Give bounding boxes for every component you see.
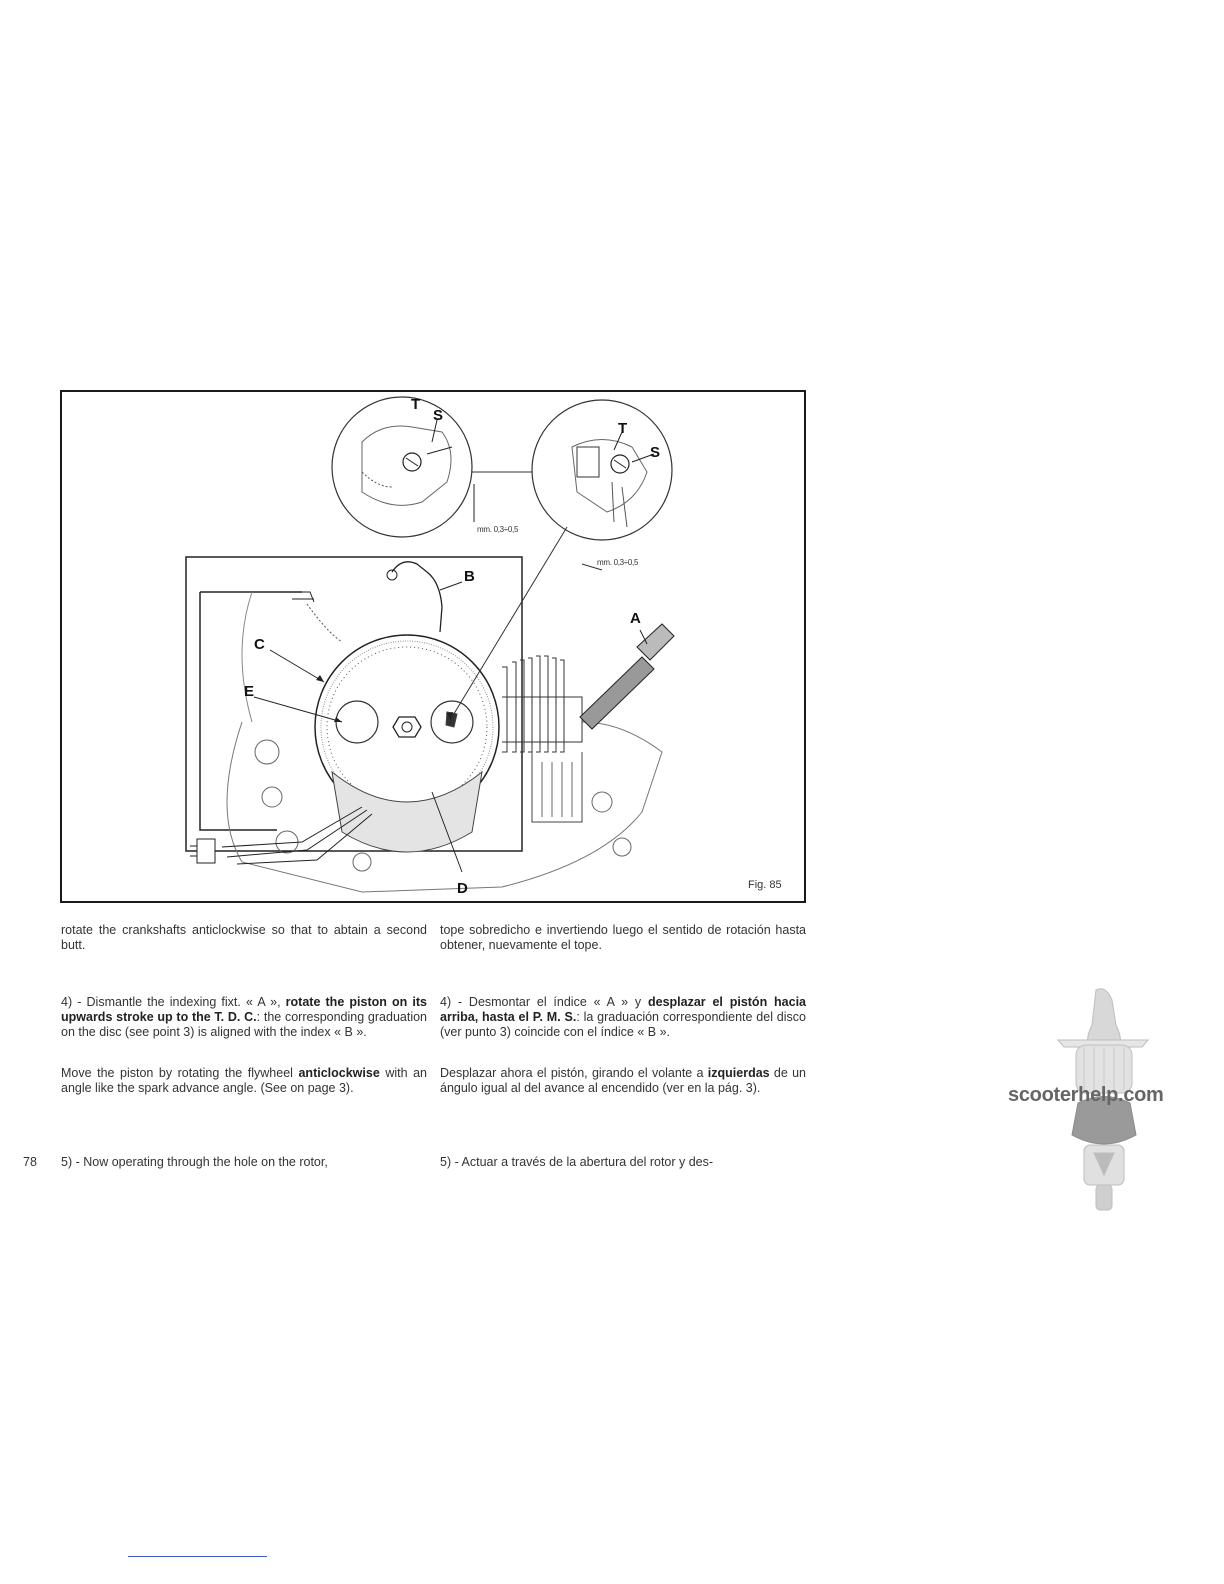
label-s-detail-1: S: [433, 407, 444, 424]
label-t-detail-2: T: [618, 420, 628, 437]
en-paragraph-4: 5) - Now operating through the hole on the rotor,: [61, 1155, 328, 1169]
es-p2-bold: desplazar el pistón hacia arriba, hasta el P. M. S.: [440, 995, 806, 1024]
english-step-5: [61, 1155, 427, 1170]
label-b: B: [464, 568, 475, 585]
es-paragraph-4: 5) - Actuar a través de la abertura del rotor y des-: [440, 1155, 714, 1169]
scooterhelp-watermark: [1008, 985, 1204, 1215]
label-s-detail-2: S: [650, 444, 661, 461]
english-step-4: [61, 995, 427, 1040]
en-p3-text: Move the piston by rotating the flywheel: [61, 1066, 299, 1080]
spanish-move-piston: [440, 1066, 806, 1096]
es-p3-text-end: de un ángulo igual al del avance al encendido (ver en la pág. 3).: [440, 1066, 806, 1095]
english-column: [61, 923, 427, 953]
label-t-detail-1: T: [411, 396, 421, 413]
label-c: C: [254, 636, 265, 653]
en-p2-text-end: : the corresponding graduation on the disc (see point 3) is aligned with the index « B ».: [61, 1010, 427, 1039]
es-p2-text: 4) - Desmontar el índice « A » y: [440, 995, 648, 1009]
engine-timing-illustration: [62, 392, 808, 905]
es-paragraph-3: [440, 1066, 806, 1096]
es-paragraph-1: tope sobredicho e invertiendo luego el sentido de rotación hasta obtener, nuevamente el tope.: [440, 923, 806, 952]
en-paragraph-1: rotate the crankshafts anticlockwise so that to abtain a second butt.: [61, 923, 427, 952]
footer-rule: [128, 1556, 267, 1557]
es-p3-text: Desplazar ahora el pistón, girando el volante a: [440, 1066, 708, 1080]
figure-caption: Fig. 85: [748, 879, 782, 891]
spanish-step-4: [440, 995, 806, 1040]
label-a: A: [630, 610, 641, 627]
label-d: D: [457, 880, 468, 897]
label-e: E: [244, 683, 255, 700]
en-p2-bold: rotate the piston on its upwards stroke up to the T. D. C.: [61, 995, 427, 1024]
watermark-text: scooterhelp.com: [1008, 1084, 1164, 1106]
page-number: 78: [23, 1155, 37, 1169]
en-paragraph-3: [61, 1066, 427, 1096]
es-p3-bold: izquierdas: [707, 1066, 770, 1080]
en-p3-bold: anticlockwise: [298, 1066, 380, 1080]
english-move-piston: [61, 1066, 427, 1096]
en-paragraph-2: [61, 995, 427, 1040]
spanish-column: [440, 923, 806, 953]
figure-85: [60, 390, 806, 903]
es-p2-text-end: : la graduación correspondiente del disco (ver punto 3) coincide con el índice « B ».: [440, 1010, 806, 1039]
en-p2-text: 4) - Dismantle the indexing fixt. « A »,: [61, 995, 286, 1009]
en-p3-text-end: with an angle like the spark advance angle. (See on page 3).: [61, 1066, 427, 1095]
gap-measure-1: mm. 0,3÷0,5: [477, 525, 519, 534]
spanish-step-5: [440, 1155, 806, 1170]
es-paragraph-2: [440, 995, 806, 1040]
gap-measure-2: mm. 0,3÷0,5: [597, 558, 639, 567]
